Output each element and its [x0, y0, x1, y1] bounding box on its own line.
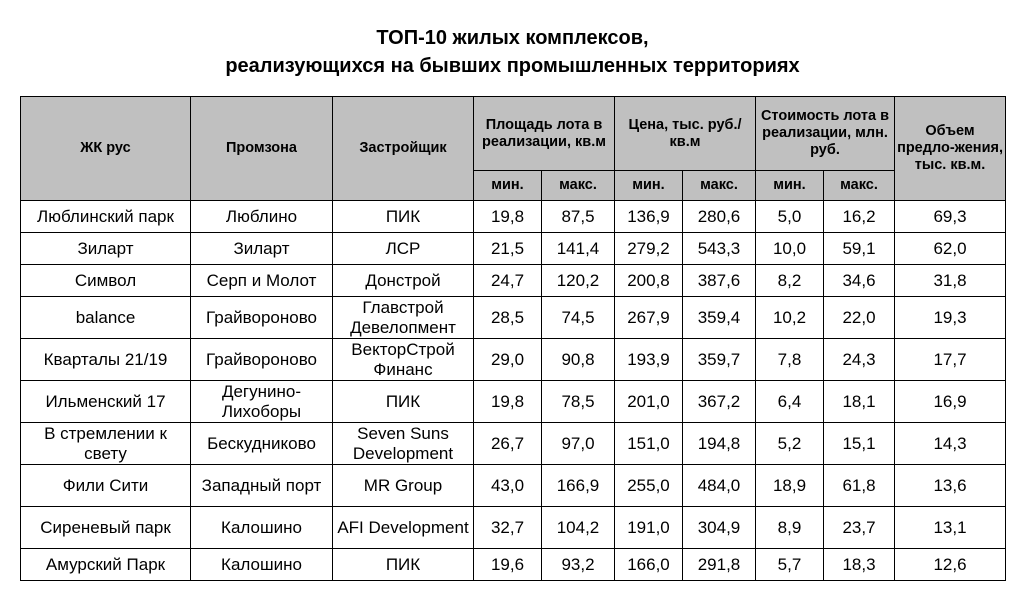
- cell-jk: Зиларт: [21, 233, 191, 265]
- cell-developer: AFI Development: [333, 507, 474, 549]
- cell-jk: Фили Сити: [21, 465, 191, 507]
- cell-cost-max: 22,0: [824, 297, 895, 339]
- cell-price-min: 151,0: [615, 423, 683, 465]
- cell-promzona: Бескудниково: [191, 423, 333, 465]
- cell-cost-min: 8,9: [756, 507, 824, 549]
- cell-volume: 17,7: [895, 339, 1006, 381]
- header-volume: Объем предло-жения, тыс. кв.м.: [895, 97, 1006, 201]
- cell-price-min: 136,9: [615, 201, 683, 233]
- cell-price-min: 200,8: [615, 265, 683, 297]
- table-row: [21, 265, 1006, 297]
- cell-price-max: 359,4: [683, 297, 756, 339]
- header-developer: Застройщик: [333, 97, 474, 201]
- cell-price-max: 359,7: [683, 339, 756, 381]
- cell-developer: ПИК: [333, 201, 474, 233]
- cell-cost-min: 10,2: [756, 297, 824, 339]
- cell-volume: 13,6: [895, 465, 1006, 507]
- cell-area-max: 104,2: [542, 507, 615, 549]
- cell-price-max: 484,0: [683, 465, 756, 507]
- cell-promzona: Грайвороново: [191, 339, 333, 381]
- cell-cost-min: 8,2: [756, 265, 824, 297]
- cell-jk: В стремлении к свету: [21, 423, 191, 465]
- table-row: [21, 339, 1006, 381]
- table-title: [0, 24, 1025, 80]
- cell-area-min: 21,5: [474, 233, 542, 265]
- cell-cost-min: 5,7: [756, 549, 824, 581]
- cell-developer: ПИК: [333, 549, 474, 581]
- cell-jk: balance: [21, 297, 191, 339]
- table-row: [21, 507, 1006, 549]
- cell-volume: 69,3: [895, 201, 1006, 233]
- cell-area-max: 78,5: [542, 381, 615, 423]
- header-price: Цена, тыс. руб./кв.м: [615, 97, 756, 171]
- cell-promzona: Калошино: [191, 507, 333, 549]
- table-row: [21, 423, 1006, 465]
- cell-price-max: 304,9: [683, 507, 756, 549]
- cell-price-max: 543,3: [683, 233, 756, 265]
- data-table: [20, 96, 1006, 581]
- cell-volume: 12,6: [895, 549, 1006, 581]
- cell-cost-min: 5,0: [756, 201, 824, 233]
- cell-cost-max: 23,7: [824, 507, 895, 549]
- cell-price-max: 387,6: [683, 265, 756, 297]
- cell-price-min: 193,9: [615, 339, 683, 381]
- cell-promzona: Калошино: [191, 549, 333, 581]
- cell-area-max: 93,2: [542, 549, 615, 581]
- header-promzona: Промзона: [191, 97, 333, 201]
- cell-volume: 16,9: [895, 381, 1006, 423]
- cell-area-min: 32,7: [474, 507, 542, 549]
- cell-cost-max: 18,3: [824, 549, 895, 581]
- cell-jk: Амурский Парк: [21, 549, 191, 581]
- cell-developer: ПИК: [333, 381, 474, 423]
- cell-developer: ВекторСтрой Финанс: [333, 339, 474, 381]
- cell-promzona: Серп и Молот: [191, 265, 333, 297]
- cell-jk: Люблинский парк: [21, 201, 191, 233]
- cell-volume: 19,3: [895, 297, 1006, 339]
- cell-jk: Кварталы 21/19: [21, 339, 191, 381]
- header-area-min: мин.: [474, 171, 542, 201]
- cell-area-max: 166,9: [542, 465, 615, 507]
- cell-area-min: 19,8: [474, 201, 542, 233]
- cell-cost-min: 10,0: [756, 233, 824, 265]
- cell-cost-max: 15,1: [824, 423, 895, 465]
- cell-cost-min: 7,8: [756, 339, 824, 381]
- cell-area-max: 90,8: [542, 339, 615, 381]
- header-price-max: макс.: [683, 171, 756, 201]
- cell-price-min: 191,0: [615, 507, 683, 549]
- cell-area-max: 120,2: [542, 265, 615, 297]
- title-line-1: ТОП-10 жилых комплексов,: [376, 27, 649, 49]
- cell-price-max: 280,6: [683, 201, 756, 233]
- table-row: [21, 381, 1006, 423]
- header-cost-min: мин.: [756, 171, 824, 201]
- cell-cost-max: 59,1: [824, 233, 895, 265]
- title-line-2: реализующихся на бывших промышленных территориях: [225, 55, 800, 77]
- cell-developer: MR Group: [333, 465, 474, 507]
- table-row: [21, 549, 1006, 581]
- cell-area-min: 26,7: [474, 423, 542, 465]
- header-jk: ЖК рус: [21, 97, 191, 201]
- cell-developer: ЛСР: [333, 233, 474, 265]
- cell-cost-max: 16,2: [824, 201, 895, 233]
- cell-cost-max: 18,1: [824, 381, 895, 423]
- cell-jk: Сиреневый парк: [21, 507, 191, 549]
- cell-price-min: 279,2: [615, 233, 683, 265]
- header-cost-max: макс.: [824, 171, 895, 201]
- cell-price-max: 367,2: [683, 381, 756, 423]
- cell-area-min: 24,7: [474, 265, 542, 297]
- cell-volume: 13,1: [895, 507, 1006, 549]
- table-row: [21, 233, 1006, 265]
- cell-cost-min: 6,4: [756, 381, 824, 423]
- cell-price-max: 291,8: [683, 549, 756, 581]
- cell-area-max: 87,5: [542, 201, 615, 233]
- cell-price-min: 201,0: [615, 381, 683, 423]
- cell-volume: 62,0: [895, 233, 1006, 265]
- cell-area-min: 19,6: [474, 549, 542, 581]
- cell-developer: Главстрой Девелопмент: [333, 297, 474, 339]
- cell-developer: Донстрой: [333, 265, 474, 297]
- cell-area-min: 28,5: [474, 297, 542, 339]
- header-price-min: мин.: [615, 171, 683, 201]
- cell-cost-max: 34,6: [824, 265, 895, 297]
- cell-jk: Ильменский 17: [21, 381, 191, 423]
- cell-price-min: 255,0: [615, 465, 683, 507]
- cell-cost-max: 61,8: [824, 465, 895, 507]
- cell-promzona: Зиларт: [191, 233, 333, 265]
- cell-cost-min: 5,2: [756, 423, 824, 465]
- cell-promzona: Западный порт: [191, 465, 333, 507]
- cell-price-max: 194,8: [683, 423, 756, 465]
- header-area: Площадь лота в реализации, кв.м: [474, 97, 615, 171]
- table-row: [21, 201, 1006, 233]
- cell-promzona: Люблино: [191, 201, 333, 233]
- cell-area-max: 74,5: [542, 297, 615, 339]
- cell-area-min: 43,0: [474, 465, 542, 507]
- cell-area-min: 29,0: [474, 339, 542, 381]
- header-area-max: макс.: [542, 171, 615, 201]
- cell-cost-min: 18,9: [756, 465, 824, 507]
- cell-price-min: 166,0: [615, 549, 683, 581]
- cell-promzona: Дегунино-Лихоборы: [191, 381, 333, 423]
- cell-area-min: 19,8: [474, 381, 542, 423]
- cell-area-max: 97,0: [542, 423, 615, 465]
- cell-promzona: Грайвороново: [191, 297, 333, 339]
- cell-area-max: 141,4: [542, 233, 615, 265]
- cell-volume: 14,3: [895, 423, 1006, 465]
- cell-cost-max: 24,3: [824, 339, 895, 381]
- table-row: [21, 465, 1006, 507]
- cell-volume: 31,8: [895, 265, 1006, 297]
- cell-jk: Символ: [21, 265, 191, 297]
- table-row: [21, 297, 1006, 339]
- header-cost: Стоимость лота в реализации, млн. руб.: [756, 97, 895, 171]
- cell-developer: Seven Suns Development: [333, 423, 474, 465]
- cell-price-min: 267,9: [615, 297, 683, 339]
